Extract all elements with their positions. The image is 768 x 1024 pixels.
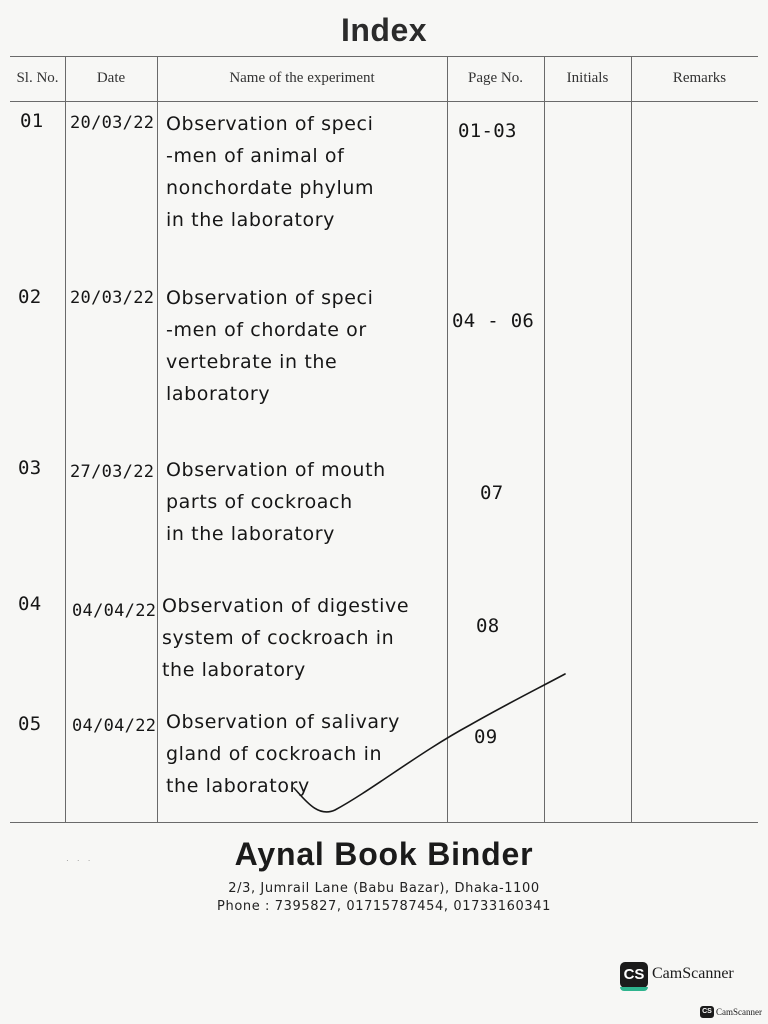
row-page-no: 04 - 06 [452, 310, 535, 332]
row-experiment-name: Observation of salivary gland of cockroach in the laboratory [166, 711, 400, 797]
binder-name: Aynal Book Binder [234, 836, 534, 872]
binder-address: 2/3, Jumrail Lane (Babu Bazar), Dhaka-1100 [228, 881, 540, 896]
row-page-no: 08 [476, 615, 500, 637]
header-date: Date [96, 70, 126, 86]
row-date: 20/03/22 [70, 288, 155, 308]
row-experiment-name: Observation of digestive system of cockroach in the laboratory [162, 595, 410, 681]
binder-phone: Phone : 7395827, 01715787454, 01733160341 [217, 899, 551, 914]
header-page-no: Page No. [468, 70, 523, 86]
row-sl-no: 03 [18, 457, 42, 479]
row-experiment-name: Observation of speci -men of animal of nonchordate phylum in the laboratory [166, 113, 375, 231]
camscanner-logo-icon: CS [620, 962, 648, 988]
row-sl-no: 05 [18, 713, 42, 735]
row-page-no: 07 [480, 482, 504, 504]
row-date: 04/04/22 [72, 601, 157, 621]
camscanner-small-text: CamScanner [716, 1007, 762, 1017]
camscanner-text: CamScanner [652, 965, 734, 982]
header-initials: Initials [566, 70, 609, 86]
row-page-no: 09 [474, 726, 498, 748]
row-experiment-name: Observation of speci -men of chordate or vertebrate in the laboratory [166, 287, 374, 405]
row-date: 20/03/22 [70, 113, 155, 133]
row-sl-no: 04 [18, 593, 42, 615]
paper-specks: · · · [66, 856, 94, 865]
row-page-no: 01-03 [458, 120, 517, 142]
row-experiment-name: Observation of mouth parts of cockroach in the laboratory [166, 459, 386, 545]
header-experiment: Name of the experiment [229, 70, 375, 86]
page-title: Index [340, 12, 428, 48]
camscanner-small-logo-icon: CS [700, 1006, 714, 1018]
header-remarks: Remarks [672, 70, 727, 86]
row-sl-no: 02 [18, 286, 42, 308]
row-date: 27/03/22 [70, 462, 155, 482]
row-date: 04/04/22 [72, 716, 157, 736]
row-sl-no: 01 [20, 110, 44, 132]
header-sl-no: Sl. No. [16, 70, 59, 86]
